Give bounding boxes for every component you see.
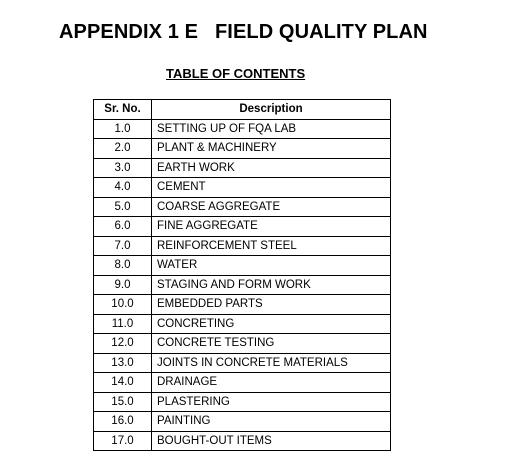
table-header-row bbox=[94, 100, 391, 120]
sr-no-cell: 2.0 bbox=[94, 139, 152, 159]
table-row bbox=[94, 353, 391, 373]
description-cell: PLASTERING bbox=[152, 392, 391, 412]
description-cell: DRAINAGE bbox=[152, 373, 391, 393]
sr-no-cell: 1.0 bbox=[94, 119, 152, 139]
table-row bbox=[94, 412, 391, 432]
sr-no-cell: 14.0 bbox=[94, 373, 152, 393]
description-cell: EMBEDDED PARTS bbox=[152, 295, 391, 315]
table-row bbox=[94, 217, 391, 237]
sr-no-cell: 11.0 bbox=[94, 314, 152, 334]
description-cell: REINFORCEMENT STEEL bbox=[152, 236, 391, 256]
description-cell: COARSE AGGREGATE bbox=[152, 197, 391, 217]
description-cell: PLANT & MACHINERY bbox=[152, 139, 391, 159]
table-row bbox=[94, 334, 391, 354]
description-cell: CEMENT bbox=[152, 178, 391, 198]
sr-no-cell: 16.0 bbox=[94, 412, 152, 432]
sr-no-cell: 8.0 bbox=[94, 256, 152, 276]
sr-no-cell: 12.0 bbox=[94, 334, 152, 354]
table-row bbox=[94, 119, 391, 139]
sr-no-cell: 13.0 bbox=[94, 353, 152, 373]
description-cell: SETTING UP OF FQA LAB bbox=[152, 119, 391, 139]
document-title: APPENDIX 1 E FIELD QUALITY PLAN bbox=[59, 21, 428, 43]
table-row bbox=[94, 314, 391, 334]
description-cell: WATER bbox=[152, 256, 391, 276]
description-cell: FINE AGGREGATE bbox=[152, 217, 391, 237]
column-header-sr-no: Sr. No. bbox=[94, 100, 152, 120]
sr-no-cell: 10.0 bbox=[94, 295, 152, 315]
table-row bbox=[94, 256, 391, 276]
description-cell: EARTH WORK bbox=[152, 158, 391, 178]
sr-no-cell: 4.0 bbox=[94, 178, 152, 198]
sr-no-cell: 7.0 bbox=[94, 236, 152, 256]
toc-table bbox=[93, 99, 391, 451]
table-row bbox=[94, 431, 391, 451]
toc-heading: TABLE OF CONTENTS bbox=[166, 66, 306, 81]
sr-no-cell: 15.0 bbox=[94, 392, 152, 412]
description-cell: PAINTING bbox=[152, 412, 391, 432]
sr-no-cell: 5.0 bbox=[94, 197, 152, 217]
sr-no-cell: 9.0 bbox=[94, 275, 152, 295]
description-cell: CONCRETING bbox=[152, 314, 391, 334]
table-row bbox=[94, 392, 391, 412]
table-row bbox=[94, 178, 391, 198]
table-row bbox=[94, 295, 391, 315]
table-row bbox=[94, 158, 391, 178]
sr-no-cell: 6.0 bbox=[94, 217, 152, 237]
description-cell: BOUGHT-OUT ITEMS bbox=[152, 431, 391, 451]
sr-no-cell: 3.0 bbox=[94, 158, 152, 178]
description-cell: STAGING AND FORM WORK bbox=[152, 275, 391, 295]
table-row bbox=[94, 373, 391, 393]
table-row bbox=[94, 236, 391, 256]
description-cell: JOINTS IN CONCRETE MATERIALS bbox=[152, 353, 391, 373]
description-cell: CONCRETE TESTING bbox=[152, 334, 391, 354]
column-header-description: Description bbox=[152, 100, 391, 120]
table-row bbox=[94, 139, 391, 159]
table-row bbox=[94, 275, 391, 295]
table-row bbox=[94, 197, 391, 217]
sr-no-cell: 17.0 bbox=[94, 431, 152, 451]
